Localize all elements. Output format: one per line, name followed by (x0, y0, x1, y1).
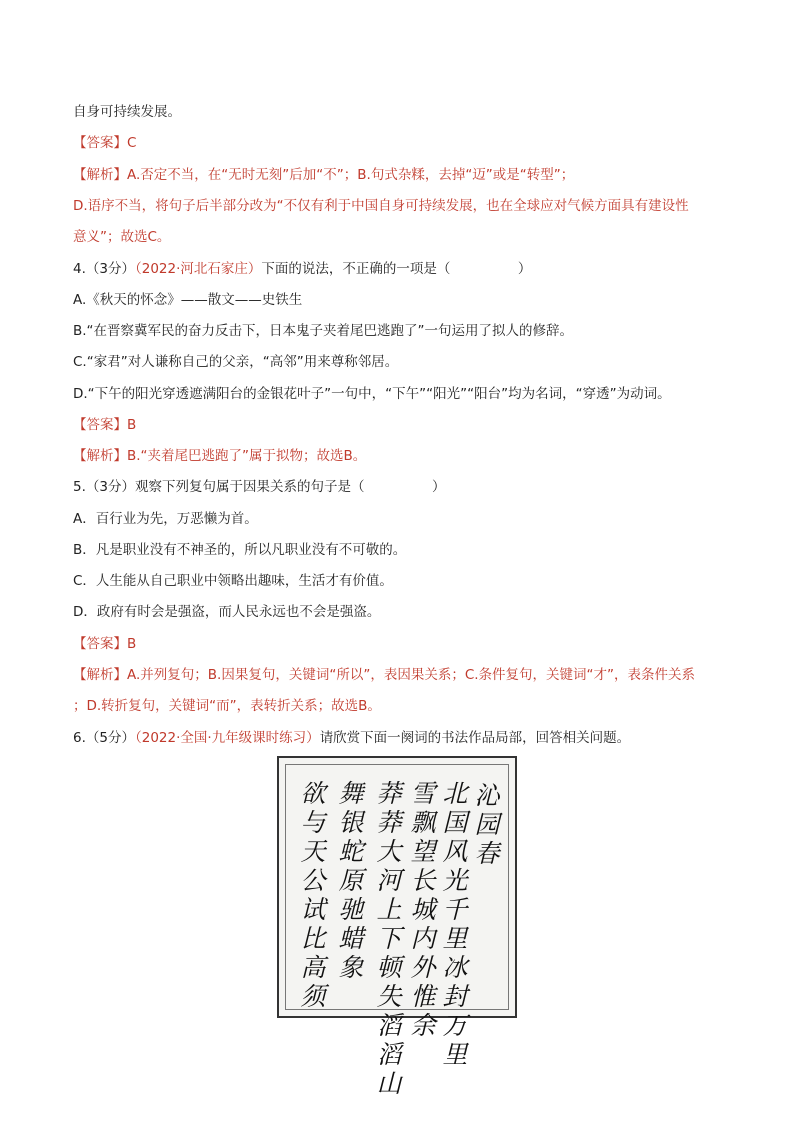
answer-line (73, 416, 136, 434)
answer-value: B (127, 636, 137, 652)
option-c: C.“家君”对人谦称自己的父亲，“高邻”用来尊称邻居。 (73, 354, 399, 370)
answer-line (73, 635, 136, 653)
calligraphy-column: 北国风光千里冰封万里 (442, 779, 468, 1069)
option-c: C．人生能从自己职业中领略出趣味，生活才有价值。 (73, 573, 393, 589)
option-a: A．百行业为先，万恶懒为首。 (73, 511, 258, 527)
explanation-tag: 【解析】 (73, 167, 127, 183)
option-d: D．政府有时会是强盗，而人民永远也不会是强盗。 (73, 604, 381, 620)
question-source: （2022·河北石家庄） (134, 261, 262, 277)
calligraphy-column: 舞银蛇原驰蜡象 (338, 779, 364, 982)
calligraphy-column: 莽莽大河上下顿失滔滔山 (376, 779, 402, 1098)
explanation-text: B.“夹着尾巴逃跑了”属于拟物；故选B。 (127, 448, 367, 464)
option-a: A.《秋天的怀念》——散文——史铁生 (73, 292, 303, 308)
calligraphy-column: 欲与天公试比高须 (300, 779, 326, 1011)
explanation-text: A.否定不当，在“无时无刻”后加“不”；B.句式杂糅，去掉“迈”或是“转型”； (127, 167, 575, 183)
answer-tag: 【答案】 (73, 135, 127, 151)
answer-line (73, 134, 136, 152)
answer-tag: 【答案】 (73, 636, 127, 652)
explanation-tag: 【解析】 (73, 448, 127, 464)
question-number: 6.（5分） (73, 730, 135, 746)
explanation-tag: 【解析】 (73, 667, 127, 683)
calligraphy-column: 沁园春 (474, 781, 500, 868)
calligraphy-artwork (277, 756, 517, 1098)
answer-tag: 【答案】 (73, 417, 127, 433)
question-number: 4.（3分） (73, 261, 135, 277)
question-text: 请欣赏下面一阕词的书法作品局部，回答相关问题。 (319, 730, 631, 746)
question-source: （2022·全国·九年级课时练习） (134, 730, 320, 746)
question-4-stem (73, 260, 531, 278)
explanation-continuation: D.语序不当，将句子后半部分改为“不仅有利于中国自身可持续发展，也在全球应对气候方面具有建设性 (73, 198, 689, 214)
question-6-stem (73, 729, 630, 747)
calligraphy-column: 雪飘望长城内外惟余 (410, 779, 436, 1040)
explanation-continuation: 意义”；故选C。 (73, 229, 171, 245)
option-b: B.“在晋察冀军民的奋力反击下，日本鬼子夹着尾巴逃跑了”一句运用了拟人的修辞。 (73, 323, 574, 339)
explanation-line (73, 166, 574, 184)
explanation-line (73, 447, 366, 465)
question-text: 下面的说法，不正确的一项是（ ） (261, 261, 532, 277)
explanation-line (73, 666, 695, 684)
text-line: 自身可持续发展。 (73, 104, 181, 120)
option-b: B．凡是职业没有不神圣的，所以凡职业没有不可敬的。 (73, 542, 407, 558)
explanation-continuation: ；D.转折复句，关键词“而”，表转折关系；故选B。 (73, 698, 381, 714)
explanation-text: A.并列复句；B.因果复句，关键词“所以”，表因果关系；C.条件复句，关键词“才”，表条件关系 (127, 667, 696, 683)
answer-value: C (127, 135, 137, 151)
option-d: D.“下午的阳光穿透遮满阳台的金银花叶子”一句中，“下午”“阳光”“阳台”均为名词，“穿透”为动词。 (73, 386, 671, 402)
answer-value: B (127, 417, 137, 433)
question-5-stem: 5.（3分）观察下列复句属于因果关系的句子是（ ） (73, 479, 446, 495)
calligraphy-frame (285, 764, 509, 1098)
